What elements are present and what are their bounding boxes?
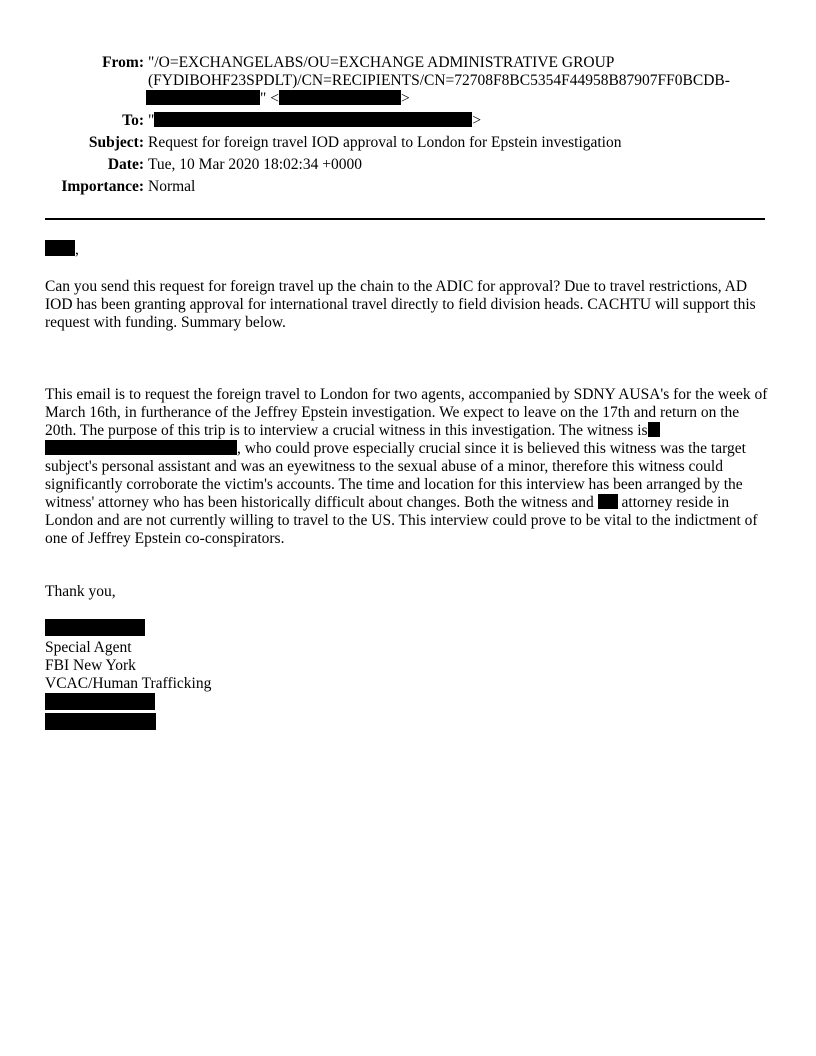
redaction-block [45, 619, 145, 636]
date-value: Tue, 10 Mar 2020 18:02:34 +0000 [148, 156, 362, 173]
signature-block [45, 619, 773, 733]
redaction-block [279, 90, 401, 105]
redaction-block [598, 494, 618, 509]
signature-office: FBI New York [45, 657, 136, 674]
header-divider [45, 218, 765, 220]
signature-title: Special Agent [45, 639, 132, 656]
greeting [45, 240, 773, 259]
redaction-block [45, 693, 155, 710]
closing [45, 583, 773, 601]
redaction-block [45, 240, 75, 256]
from-label: From: [102, 54, 144, 71]
importance-row [40, 178, 780, 196]
to-label: To: [122, 112, 144, 129]
date-label: Date: [107, 156, 144, 173]
paragraph-2-text [45, 386, 773, 548]
from-line-1: "/O=EXCHANGELABS/OU=EXCHANGE ADMINISTRATIVE GROUP [148, 54, 615, 71]
greeting-comma: , [75, 241, 79, 258]
redaction-block [154, 112, 472, 127]
closing-text: Thank you, [45, 583, 116, 600]
from-line-2: (FYDIBOHF23SPDLT)/CN=RECIPIENTS/CN=72708F8BC5354F44958B87907FF0BCDB- [148, 72, 730, 89]
subject-value: Request for foreign travel IOD approval to London for Epstein investigation [148, 134, 622, 151]
from-angle-close: > [400, 90, 410, 107]
redaction-block [146, 90, 260, 105]
paragraph-2 [45, 386, 773, 548]
date-row [40, 156, 780, 174]
paragraph-2-part-2: , who could prove especially crucial since it is believed this witness was the target subject's personal assistant and was an eyewitness to the sexual abuse of a minor, therefore this witness could significantly corroborate the victim's accounts. The time and location for this interview has been arranged by the witness' attorney who has been historically difficult about changes. Both the witness and [45, 440, 746, 511]
redaction-block [648, 422, 660, 437]
signature-unit: VCAC/Human Trafficking [45, 675, 212, 692]
signature-contact-line-2 [45, 713, 773, 733]
paragraph-1-text: Can you send this request for foreign travel up the chain to the ADIC for approval? Due to travel restrictions, AD IOD has been granting approval for international travel directly to field division heads. CACHTU will support this request with funding. Summary below. [45, 278, 756, 331]
paragraph-1 [45, 278, 773, 332]
email-header [40, 54, 780, 200]
paragraph-2-part-3: attorney reside in London and are not currently willing to travel to the US. This interview could prove to be vital to the indictment of one of Jeffrey Epstein co-conspirators. [45, 494, 758, 547]
from-row [40, 54, 780, 108]
importance-label: Importance: [61, 178, 144, 195]
redaction-block [45, 713, 156, 730]
paragraph-2-part-1: This email is to request the foreign travel to London for two agents, accompanied by SDNY AUSA's for the week of March 16th, in furtherance of the Jeffrey Epstein investigation. We expect to leave on the 17th and return on the 20th. The purpose of this trip is to interview a crucial witness in this investigation. The witness is [45, 386, 768, 439]
signature-contact-line-1 [45, 693, 773, 713]
to-row [40, 112, 780, 130]
to-value [144, 112, 780, 130]
to-quote-open: " [148, 112, 155, 129]
to-angle-close: > [472, 112, 482, 129]
subject-label: Subject: [88, 134, 144, 151]
from-value [144, 54, 780, 108]
signature-name-line [45, 619, 773, 639]
subject-row [40, 134, 780, 152]
redaction-block [45, 440, 237, 455]
from-quote-open: " < [260, 90, 279, 107]
importance-value: Normal [148, 178, 196, 195]
